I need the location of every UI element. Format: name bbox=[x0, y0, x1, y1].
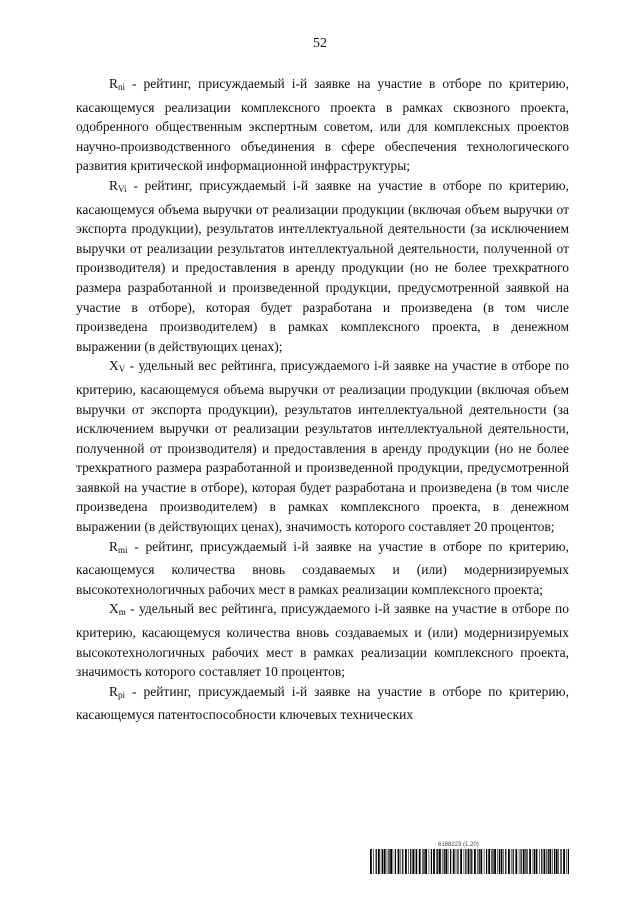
formula-symbol: $R_{Vi}$ bbox=[109, 177, 127, 194]
document-body bbox=[76, 74, 569, 725]
paragraph-text: - рейтинг, присуждаемый i-й заявке на участие в отборе по критерию, касающемуся реализации комплексного проекта в рамках сквозного проекта, одобренного общественным экспертным советом, или для комплексных проектов научно-производственного объединения в сфере обеспечения технологического развития критической информационной инфраструктуры; bbox=[76, 76, 569, 174]
page-number: 52 bbox=[313, 36, 327, 51]
formula-symbol: $X_m$ bbox=[109, 601, 126, 618]
formula-subscript: ni bbox=[118, 82, 126, 92]
formula-subscript: mi bbox=[118, 544, 128, 555]
paragraph-r-mi bbox=[76, 537, 569, 600]
formula-symbol: $R_{ni}$ bbox=[109, 76, 126, 92]
formula-subscript: m bbox=[118, 607, 126, 618]
formula-subscript: Vi bbox=[118, 183, 127, 194]
formula-symbol: $R_{pi}$ bbox=[109, 683, 126, 700]
formula-subscript: pi bbox=[118, 689, 126, 700]
paragraph-r-pi bbox=[76, 682, 569, 725]
barcode bbox=[370, 849, 570, 874]
paragraph-text: - удельный вес рейтинга, присуждаемого i-й заявке на участие в отборе по критерию, касающемуся объема выручки от реализации продукции (включая объем выручки от экспорта продукции), результатов интеллектуальной деятельности (за исключением выручки от реализации результатов интеллектуальной деятельности, полученной от производителя) и предоставления в аренду продукции (но не более трехкратного размера разработанной и произведенной продукции, предусмотренной заявкой на участие в отборе), которая будет разработана и произведена (в том числе произведена производителем) в рамках комплексного проекта, в денежном выражении (в действующих ценах), значимость которого составляет 20 процентов; bbox=[76, 358, 569, 535]
formula-symbol: $X_V$ bbox=[109, 358, 126, 375]
document-code: 6188223 (1.20) bbox=[438, 842, 479, 848]
paragraph-x-v bbox=[76, 356, 569, 536]
paragraph-x-m bbox=[76, 599, 569, 681]
paragraph-r-vi bbox=[76, 176, 569, 356]
formula-symbol: $R_{mi}$ bbox=[109, 538, 128, 555]
formula-subscript: V bbox=[118, 364, 126, 375]
paragraph-text: - удельный вес рейтинга, присуждаемого i-й заявке на участие в отборе по критерию, касающемуся количества вновь создаваемых и (или) модернизируемых высокотехнологичных рабочих мест в рамках реализации комплексного проекта, значимость которого составляет 10 процентов; bbox=[76, 601, 569, 680]
paragraph-text: - рейтинг, присуждаемый i-й заявке на участие в отборе по критерию, касающемуся количества вновь создаваемых и (или) модернизируемых высокотехнологичных рабочих мест в рамках реализации комплексного проекта; bbox=[76, 538, 569, 597]
paragraph-r-ni bbox=[76, 74, 569, 176]
paragraph-text: - рейтинг, присуждаемый i-й заявке на участие в отборе по критерию, касающемуся патентоспособности ключевых технических bbox=[76, 683, 569, 723]
paragraph-text: - рейтинг, присуждаемый i-й заявке на участие в отборе по критерию, касающемуся объема выручки от реализации продукции (включая объем выручки от экспорта продукции), результатов интеллектуальной деятельности (за исключением выручки от реализации результатов интеллектуальной деятельности, полученной от производителя) и предоставления в аренду продукции (но не более трехкратного размера разработанной и произведенной продукции, предусмотренной заявкой на участие в отборе), которая будет разработана и произведена (в том числе произведена производителем) в рамках комплексного проекта, в денежном выражении (в действующих ценах); bbox=[76, 177, 569, 354]
